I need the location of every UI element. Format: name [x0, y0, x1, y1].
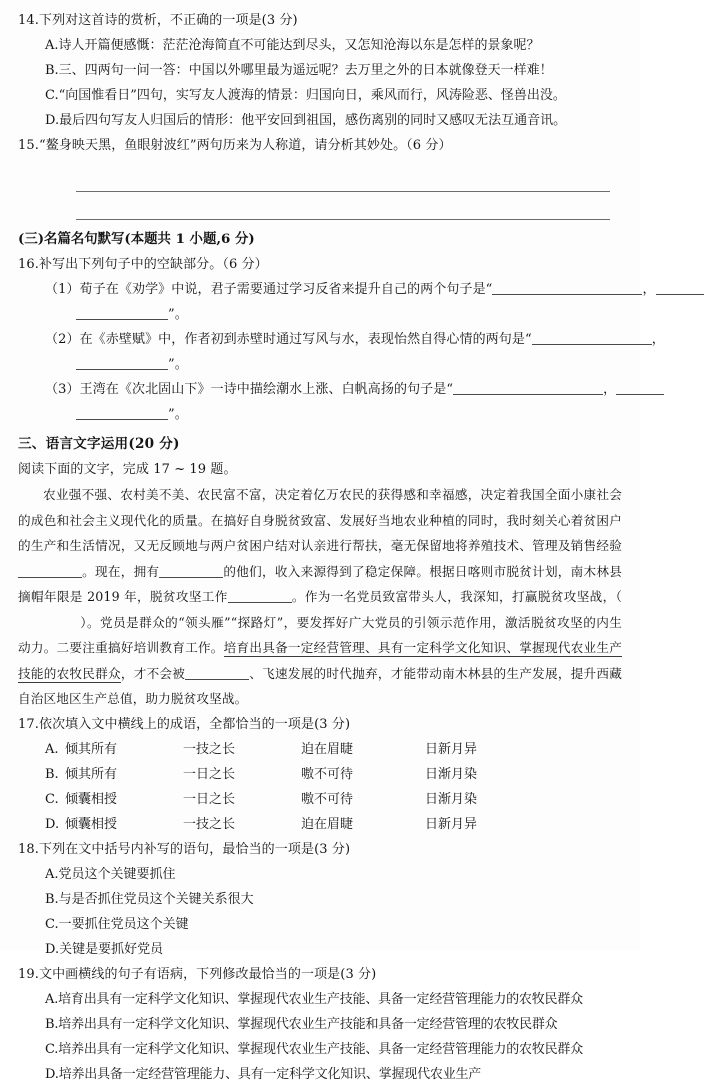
question-17-stem: 17.依次填入文中横线上的成语，全都恰当的一项是(3 分): [18, 716, 351, 732]
fill-blank[interactable]: [616, 381, 664, 395]
idiom-cell-1: 倾囊相授: [65, 816, 118, 832]
idiom-cell-4: 日新月异: [425, 816, 478, 832]
question-16-stem: 16.补写出下列句子中的空缺部分。（6 分）: [18, 257, 268, 272]
question-18-option-d[interactable]: D.关键是要抓好党员: [45, 941, 164, 957]
passage-blank-1[interactable]: [18, 564, 82, 578]
passage-part-2: 。现在，拥有: [82, 563, 160, 579]
fill-blank[interactable]: [656, 281, 704, 295]
idiom-cell-1: 倾其所有: [65, 766, 118, 782]
question-19-option-d[interactable]: D.培养出具备一定经营管理能力、具有一定科学文化知识、掌握现代农业生产: [45, 1066, 482, 1082]
question-17-option-c[interactable]: [18, 787, 622, 812]
passage-part-5: 。党员是群众的“领头雁”“探路灯”，要发挥好广大党员的引领示范作用，激活脱贫攻坚的内生动力。二要注重搞好培训教育工作。: [18, 614, 622, 655]
idiom-cell-3: 迫在眉睫: [301, 816, 354, 832]
question-15-stem: 15.“鳌身映天黑，鱼眼射波红”两句历来为人称道，请分析其妙处。（6 分）: [18, 138, 452, 153]
question-18-option-c[interactable]: C.一要抓住党员这个关键: [45, 916, 189, 932]
section-three-heading: 三、语言文字运用(20 分): [18, 436, 180, 452]
question-17-option-b[interactable]: [18, 762, 622, 787]
question-14-option-d[interactable]: D.最后四句写友人归国后的情形：他平安回到祖国，感伤离别的同时又感叹无法互通音讯。: [45, 113, 567, 128]
fill-blank[interactable]: [532, 331, 652, 345]
question-16-item-1: （1）荀子在《劝学》中说，君子需要通过学习反省来提升自己的两个句子是“ ，: [18, 277, 622, 302]
subsection-three-heading: (三)名篇名句默写(本题共 1 小题,6 分): [18, 231, 255, 247]
question-16-item-3: （3）王湾在《次北固山下》一诗中描绘潮水上涨、白帆高扬的句子是“ ，: [18, 377, 622, 402]
question-19-option-c[interactable]: C.培养出具有一定科学文化知识、掌握现代农业生产技能、具备一定经营管理能力的农牧民群众: [45, 1041, 584, 1057]
answer-rule-line[interactable]: [76, 167, 610, 192]
idiom-cell-2: 一日之长: [183, 791, 236, 807]
answer-rule-line[interactable]: [76, 195, 610, 220]
idiom-cell-4: 日渐月染: [425, 766, 478, 782]
idiom-cell-1: 倾囊相授: [65, 791, 118, 807]
passage-underlined-sentence: 培育出具备一定经营管理、具有一定科学文化知识、掌握现代农业生产技能的农牧民群众: [18, 640, 622, 681]
question-14-option-a[interactable]: A.诗人开篇便感慨：茫茫沧海简直不可能达到尽头，又怎知沧海以东是怎样的景象呢？: [45, 38, 540, 53]
passage-part-3: 的他们，收入来源得到了稳定保障。根据日喀则市脱贫计划，南木林县摘帽年限是 2019 年，脱贫攻坚工作: [18, 563, 622, 604]
passage-blank-3[interactable]: [228, 589, 292, 603]
question-19-stem: 19.文中画横线的句子有语病，下列修改最恰当的一项是(3 分): [18, 966, 377, 982]
idiom-cell-4: 日渐月染: [425, 791, 478, 807]
idiom-cell-2: 一日之长: [183, 766, 236, 782]
question-17-option-d[interactable]: [18, 812, 622, 837]
question-15-answer-area[interactable]: [18, 167, 622, 220]
question-14-option-c[interactable]: C.“向国惟看日”四句，实写友人渡海的情景：归国向日，乘风而行，风涛险恶、怪兽出没。: [45, 88, 566, 103]
fill-blank[interactable]: [76, 356, 168, 370]
passage-part-6: ，才不会被: [120, 665, 186, 681]
item-lead-text: 王湾在《次北固山下》一诗中描绘潮水上涨、白帆高扬的句子是“: [79, 382, 454, 397]
passage-blank-4[interactable]: [185, 666, 249, 680]
item-tail-quote: ”。: [168, 407, 188, 422]
idiom-cell-4: 日新月异: [425, 741, 478, 757]
question-16-item-2-cont: [18, 352, 622, 377]
passage-part-4: 。作为一名党员致富带头人，我深知，打赢脱贫攻坚战，: [291, 589, 616, 604]
question-16-item-2: （2）在《赤壁赋》中，作者初到赤壁时通过写风与水，表现怡然自得心情的两句是“ ，: [45, 332, 665, 347]
reading-passage: 农业强不强、农村美不美、农民富不富，决定着亿万农民的获得感和幸福感，决定着我国全面小康社会的成色和社会主义现代化的质量。在搞好自身脱贫致富、发展好当地农业种植的同时，我时刻关心着贫困户的生产和生活情况，又无反顾地与两户贫困户结对认亲进行帮扶，毫无保留地将养殖技术、管理及销售经验。现在，拥有 的他们，收入来源得到了稳定保障。根据日喀则市脱贫计划，南木林县摘帽年限是 2019 年，脱贫攻坚工作 。作为一名党员致富带头人，我深知，打赢脱贫攻坚战，（）。党员是群众的“领头雁”“探路灯”，要发挥好广大党员的引领示范作用，激活脱贫攻坚的内生动力。二要注重搞好培训教育工作。培育出具备一定经营管理、具有一定科学文化知识、掌握现代农业生产技能的农牧民群众，才不会被 、飞速发展的时代抛弃，才能带动南木林县的生产发展，提升西藏自治区地区生产总值，助力脱贫攻坚战。: [18, 487, 623, 706]
section-three-instruction: 阅读下面的文字，完成 17 ~ 19 题。: [18, 462, 237, 477]
fill-blank[interactable]: [76, 406, 168, 420]
question-17-option-a[interactable]: [18, 737, 622, 762]
question-14-stem: 14.下列对这首诗的赏析，不正确的一项是(3 分): [18, 13, 298, 28]
option-label: B.: [45, 766, 59, 782]
question-16-item-3-cont: [18, 402, 622, 427]
question-19-option-a[interactable]: A.培育出具有一定科学文化知识、掌握现代农业生产技能、具备一定经营管理能力的农牧民群众: [45, 991, 583, 1007]
item-label: （1）: [45, 282, 80, 297]
passage-part-7: 、飞速发展的时代抛弃，才能带动南木林县的生产发展，提升西藏自治区地区生产总值，助力脱贫攻坚战。: [18, 665, 623, 706]
passage-blank-2[interactable]: [159, 564, 223, 578]
question-19-option-b[interactable]: B.培养出具有一定科学文化知识、掌握现代农业生产技能和具备一定经营管理的农牧民群众: [45, 1016, 558, 1032]
idiom-cell-3: 迫在眉睫: [301, 741, 354, 757]
question-16-item-1-cont: [18, 302, 622, 327]
idiom-cell-2: 一技之长: [183, 816, 236, 832]
option-label: A.: [45, 741, 59, 757]
question-18-option-b[interactable]: B.与是否抓住党员这个关键关系很大: [45, 891, 254, 907]
item-lead-text: 荀子在《劝学》中说，君子需要通过学习反省来提升自己的两个句子是“: [79, 282, 493, 297]
question-18-stem: 18.下列在文中括号内补写的语句，最恰当的一项是(3 分): [18, 841, 351, 857]
option-label: D.: [45, 816, 60, 832]
fill-blank[interactable]: [453, 381, 603, 395]
idiom-cell-2: 一技之长: [183, 741, 236, 757]
passage-part-1: 农业强不强、农村美不美、农民富不富，决定着亿万农民的获得感和幸福感，决定着我国全面小康社会的成色和社会主义现代化的质量。在搞好自身脱贫致富、发展好当地农业种植的同时，我时刻关心着贫困户的生产和生活情况，又无反顾地与两户贫困户结对认亲进行帮扶，毫无保留地将养殖技术、管理及销售经验: [18, 487, 622, 553]
fill-blank[interactable]: [492, 281, 642, 295]
question-14-option-b[interactable]: B.三、四两句一问一答：中国以外哪里最为遥远呢？去万里之外的日本就像登天一样难！: [45, 63, 553, 78]
item-tail-quote: ”。: [168, 307, 188, 322]
fill-blank[interactable]: [76, 306, 168, 320]
item-label: （2）: [45, 332, 80, 347]
question-18-option-a[interactable]: A.党员这个关键要抓住: [45, 866, 176, 882]
item-lead-text: 在《赤壁赋》中，作者初到赤壁时通过写风与水，表现怡然自得心情的两句是“: [79, 332, 532, 347]
option-label: C.: [45, 791, 59, 807]
item-label: （3）: [45, 382, 80, 397]
item-tail-quote: ”。: [168, 357, 188, 372]
idiom-cell-1: 倾其所有: [65, 741, 118, 757]
idiom-cell-3: 嗷不可待: [301, 766, 354, 782]
idiom-cell-3: 嗷不可待: [301, 791, 354, 807]
